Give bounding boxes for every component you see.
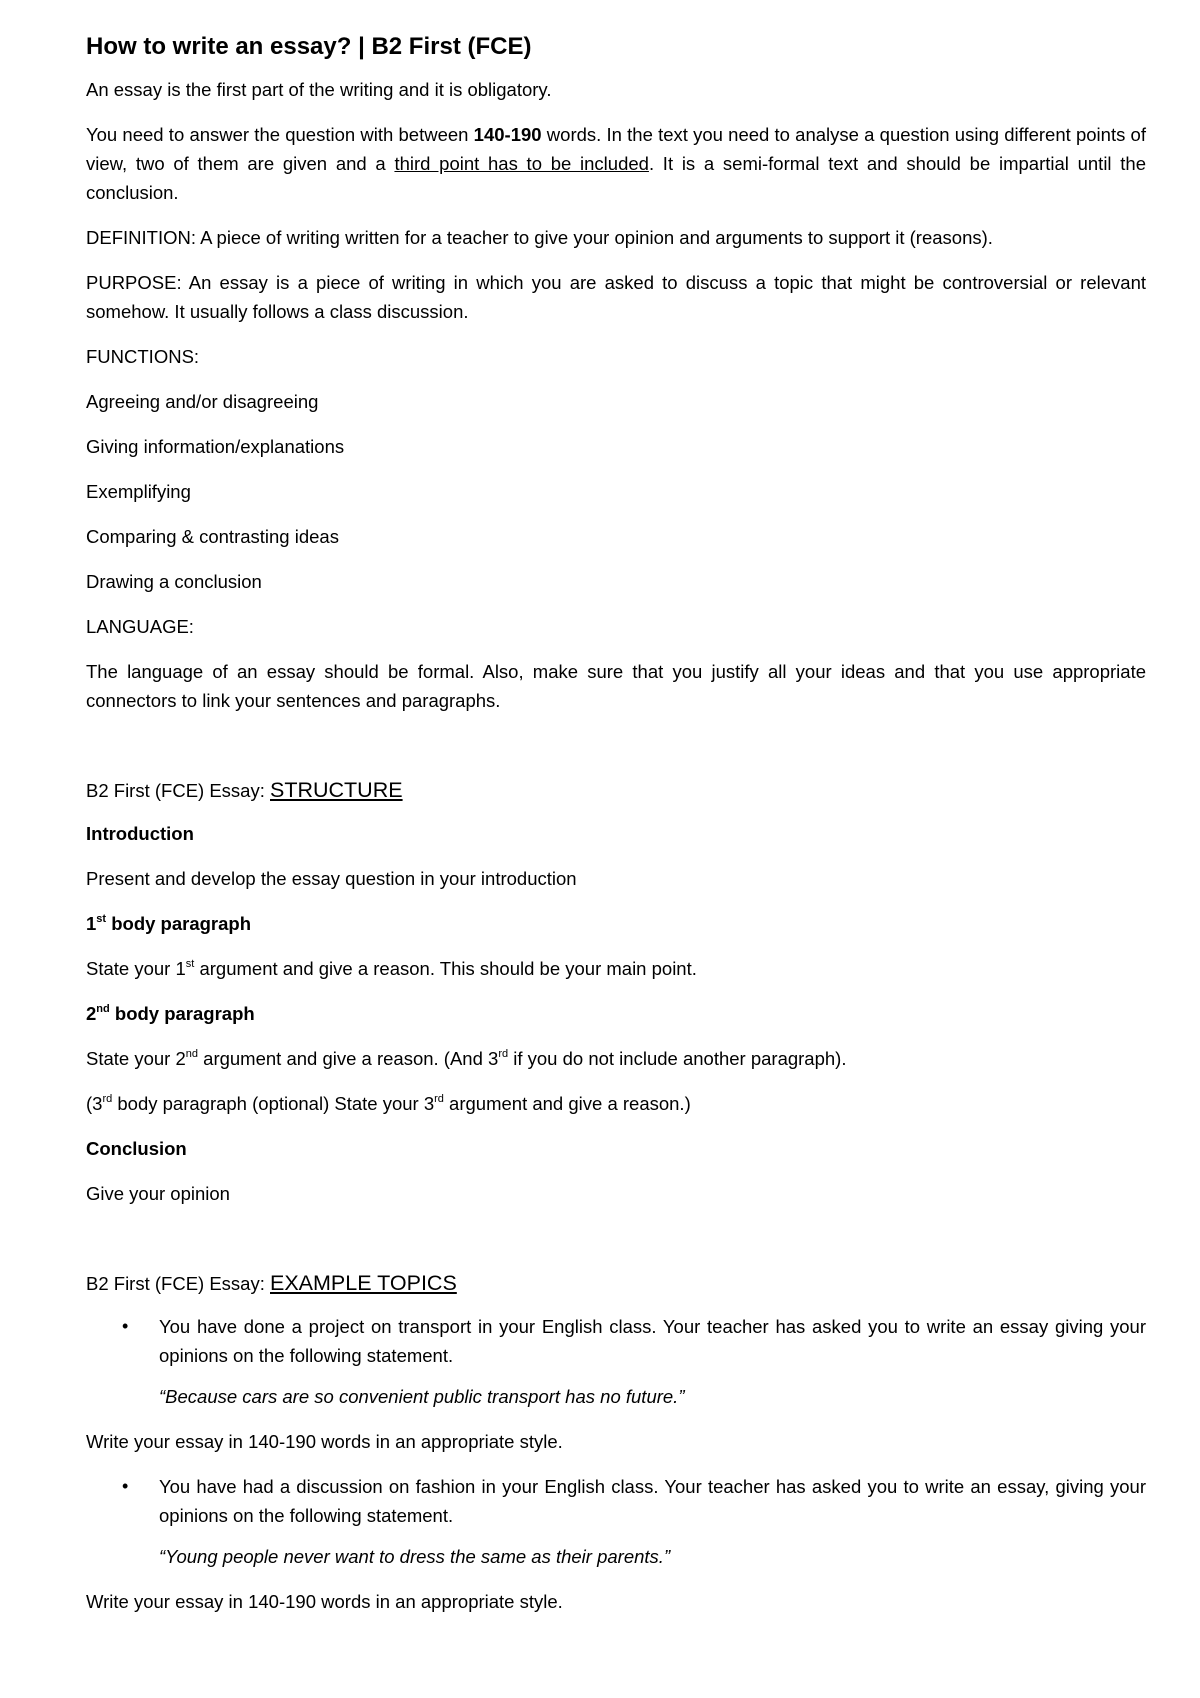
introduction-text: Present and develop the essay question in your introduction <box>86 868 577 889</box>
function-item: Exemplifying <box>86 481 191 502</box>
bullet-icon: • <box>122 1476 129 1496</box>
function-item: Agreeing and/or disagreeing <box>86 391 319 412</box>
topic-item <box>86 1312 1146 1370</box>
body2-heading <box>86 999 1146 1028</box>
body1-heading <box>86 909 1146 938</box>
topic-quote: “Young people never want to dress the same as their parents.” <box>159 1546 671 1567</box>
body3-text-a: (3 <box>86 1093 103 1114</box>
topic-instruction: Write your essay in 140-190 words in an appropriate style. <box>86 1431 563 1452</box>
body3-text-sup2: rd <box>434 1092 444 1105</box>
document-page <box>86 30 1146 1632</box>
answer-text-1: You need to answer the question with between <box>86 124 474 145</box>
function-item: Drawing a conclusion <box>86 571 262 592</box>
body1-text-a: State your 1 <box>86 958 186 979</box>
body1-text-b: argument and give a reason. This should be your main point. <box>194 958 697 979</box>
body3-text-c: argument and give a reason.) <box>443 1093 691 1114</box>
purpose-paragraph: PURPOSE: An essay is a piece of writing in which you are asked to discuss a topic that might be controversial or relevant somehow. It usually follows a class discussion. <box>86 272 1146 322</box>
page-title: How to write an essay? | B2 First (FCE) <box>86 33 532 60</box>
body2-text-sup2: rd <box>498 1047 509 1060</box>
answer-text-3: . It is a semi-formal text and should be impartial until the conclusion. <box>86 153 1146 203</box>
example-topics-list <box>86 1312 1146 1370</box>
body2-heading-num: 2 <box>86 1003 97 1024</box>
examples-heading <box>86 1269 1146 1298</box>
structure-heading <box>86 776 1146 805</box>
bullet-icon: • <box>122 1316 129 1336</box>
topic-quote: “Because cars are so convenient public transport has no future.” <box>159 1386 685 1407</box>
body3-text <box>86 1089 1146 1118</box>
intro-line: An essay is the first part of the writing and it is obligatory. <box>86 79 552 100</box>
body2-text-sup1: nd <box>185 1047 199 1060</box>
word-range: 140-190 <box>473 124 542 145</box>
body1-heading-num: 1 <box>86 913 97 934</box>
body2-text-a: State your 2 <box>86 1048 186 1069</box>
topic-text: You have had a discussion on fashion in your English class. Your teacher has asked you to write an essay, giving your opinions on the following statement. <box>159 1476 1146 1526</box>
conclusion-heading: Conclusion <box>86 1138 187 1159</box>
body1-text <box>86 954 1146 983</box>
body1-heading-sup: st <box>96 912 107 925</box>
section-spacer <box>86 1224 1146 1269</box>
answer-paragraph <box>86 120 1146 207</box>
introduction-heading: Introduction <box>86 823 194 844</box>
functions-label: FUNCTIONS: <box>86 346 200 367</box>
conclusion-text: Give your opinion <box>86 1183 230 1204</box>
section-spacer <box>86 731 1146 776</box>
language-paragraph: The language of an essay should be formal. Also, make sure that you justify all your ideas and that you use appropriate connectors to link your sentences and paragraphs. <box>86 661 1146 711</box>
definition-paragraph: DEFINITION: A piece of writing written for a teacher to give your opinion and arguments to support it (reasons). <box>86 227 993 248</box>
body2-text-b: argument and give a reason. (And 3 <box>198 1048 499 1069</box>
structure-heading-accent: STRUCTURE <box>270 778 403 802</box>
body1-heading-rest: body paragraph <box>106 913 252 934</box>
example-topics-list <box>86 1472 1146 1530</box>
topic-instruction: Write your essay in 140-190 words in an appropriate style. <box>86 1591 563 1612</box>
body2-text <box>86 1044 1146 1073</box>
third-point-underlined: third point has to be included <box>394 153 649 174</box>
body3-text-b: body paragraph (optional) State your 3 <box>112 1093 435 1114</box>
topic-text: You have done a project on transport in your English class. Your teacher has asked you to write an essay giving your opinions on the following statement. <box>159 1316 1146 1366</box>
body2-text-c: if you do not include another paragraph). <box>508 1048 847 1069</box>
topic-item <box>86 1472 1146 1530</box>
body3-text-sup1: rd <box>102 1092 113 1105</box>
body1-text-sup: st <box>185 957 195 970</box>
answer-text-2: words. In the text you need to analyse a question using different points of view, two of them are given and a <box>86 124 1146 174</box>
structure-heading-label: B2 First (FCE) Essay: <box>86 780 270 801</box>
body2-heading-rest: body paragraph <box>109 1003 255 1024</box>
examples-heading-label: B2 First (FCE) Essay: <box>86 1273 270 1294</box>
examples-heading-accent: EXAMPLE TOPICS <box>270 1271 457 1295</box>
function-item: Giving information/explanations <box>86 436 345 457</box>
function-item: Comparing & contrasting ideas <box>86 526 339 547</box>
body2-heading-sup: nd <box>96 1002 110 1015</box>
language-label: LANGUAGE: <box>86 616 194 637</box>
